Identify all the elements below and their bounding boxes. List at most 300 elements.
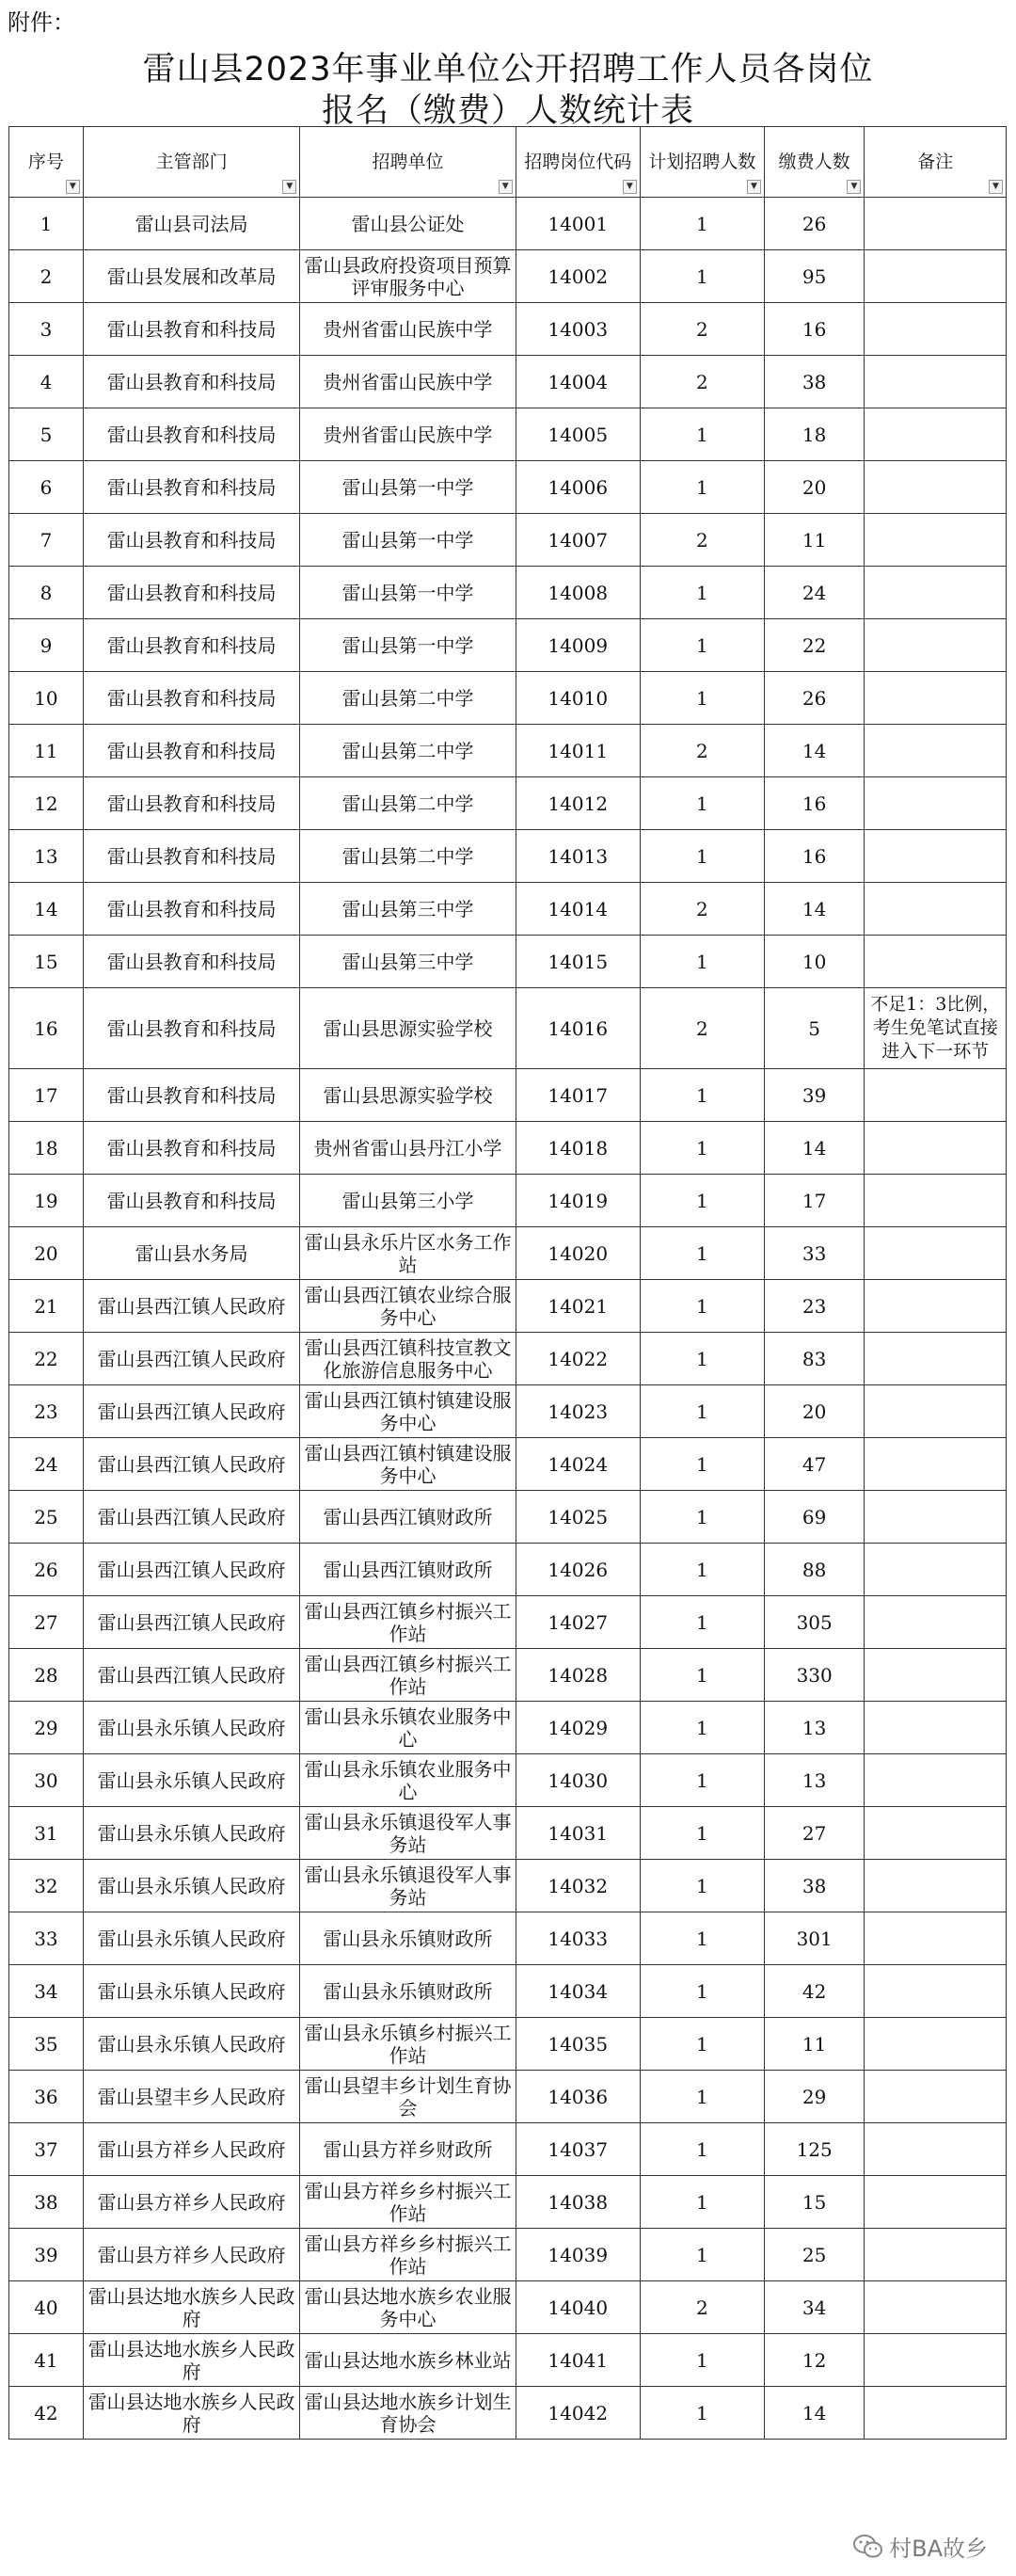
- cell-plan: 2: [640, 2281, 764, 2334]
- cell-paid: 5: [764, 988, 865, 1069]
- table-row: [9, 2071, 1007, 2123]
- header-label: 计划招聘人数: [648, 151, 756, 172]
- cell-unit: 雷山县西江镇村镇建设服务中心: [300, 1438, 516, 1491]
- filter-dropdown-icon[interactable]: ▼: [847, 180, 861, 194]
- cell-code: 14021: [516, 1280, 640, 1333]
- cell-unit: 雷山县第一中学: [300, 567, 516, 619]
- cell-paid: 14: [764, 883, 865, 936]
- cell-code: 14020: [516, 1227, 640, 1280]
- cell-plan: 1: [640, 1122, 764, 1175]
- cell-paid: 13: [764, 1754, 865, 1807]
- table-row: [9, 777, 1007, 830]
- cell-plan: 1: [640, 1333, 764, 1385]
- table-row: [9, 1596, 1007, 1649]
- cell-unit: 贵州省雷山民族中学: [300, 356, 516, 408]
- page-title: 雷山县2023年事业单位公开招聘工作人员各岗位: [142, 51, 874, 88]
- cell-plan: 1: [640, 2123, 764, 2176]
- cell-dept: 雷山县西江镇人民政府: [83, 1491, 299, 1544]
- cell-paid: 14: [764, 2387, 865, 2440]
- cell-seq: 42: [9, 2387, 84, 2440]
- cell-paid: 95: [764, 250, 865, 303]
- table-row: [9, 303, 1007, 356]
- cell-seq: 8: [9, 567, 84, 619]
- cell-code: 14028: [516, 1649, 640, 1702]
- cell-unit: 雷山县第二中学: [300, 725, 516, 777]
- cell-seq: 13: [9, 830, 84, 883]
- cell-paid: 305: [764, 1596, 865, 1649]
- cell-paid: 301: [764, 1912, 865, 1965]
- table-row: [9, 198, 1007, 250]
- cell-paid: 11: [764, 2018, 865, 2071]
- cell-dept: 雷山县西江镇人民政府: [83, 1385, 299, 1438]
- filter-dropdown-icon[interactable]: ▼: [989, 180, 1003, 194]
- cell-dept: 雷山县教育和科技局: [83, 356, 299, 408]
- cell-plan: 1: [640, 1702, 764, 1754]
- cell-unit: 雷山县西江镇农业综合服务中心: [300, 1280, 516, 1333]
- cell-seq: 33: [9, 1912, 84, 1965]
- cell-dept: 雷山县西江镇人民政府: [83, 1649, 299, 1702]
- cell-remark: [865, 672, 1007, 725]
- cell-plan: 1: [640, 1491, 764, 1544]
- table-row: [9, 1965, 1007, 2018]
- cell-remark: [865, 883, 1007, 936]
- cell-seq: 9: [9, 619, 84, 672]
- cell-paid: 22: [764, 619, 865, 672]
- cell-plan: 1: [640, 1544, 764, 1596]
- cell-remark: [865, 1491, 1007, 1544]
- cell-code: 14024: [516, 1438, 640, 1491]
- cell-code: 14019: [516, 1175, 640, 1227]
- cell-remark: [865, 1122, 1007, 1175]
- cell-remark: [865, 461, 1007, 514]
- cell-remark: [865, 830, 1007, 883]
- cell-paid: 83: [764, 1333, 865, 1385]
- cell-code: 14001: [516, 198, 640, 250]
- cell-remark: [865, 2071, 1007, 2123]
- cell-dept: 雷山县永乐镇人民政府: [83, 1702, 299, 1754]
- cell-seq: 21: [9, 1280, 84, 1333]
- header-code: [516, 127, 640, 198]
- cell-seq: 40: [9, 2281, 84, 2334]
- cell-plan: 1: [640, 198, 764, 250]
- cell-seq: 1: [9, 198, 84, 250]
- cell-seq: 38: [9, 2176, 84, 2229]
- cell-dept: 雷山县教育和科技局: [83, 461, 299, 514]
- table-row: [9, 1702, 1007, 1754]
- cell-dept: 雷山县教育和科技局: [83, 777, 299, 830]
- table-row: [9, 619, 1007, 672]
- cell-remark: [865, 619, 1007, 672]
- table-row: [9, 1122, 1007, 1175]
- cell-remark: [865, 725, 1007, 777]
- cell-code: 14023: [516, 1385, 640, 1438]
- table-row: [9, 883, 1007, 936]
- cell-plan: 1: [640, 936, 764, 988]
- table-row: [9, 1491, 1007, 1544]
- cell-plan: 1: [640, 1754, 764, 1807]
- cell-seq: 37: [9, 2123, 84, 2176]
- cell-seq: 32: [9, 1860, 84, 1912]
- cell-dept: 雷山县教育和科技局: [83, 883, 299, 936]
- cell-seq: 30: [9, 1754, 84, 1807]
- cell-unit: 雷山县永乐镇乡村振兴工作站: [300, 2018, 516, 2071]
- cell-paid: 38: [764, 356, 865, 408]
- cell-paid: 20: [764, 1385, 865, 1438]
- cell-unit: 雷山县政府投资项目预算评审服务中心: [300, 250, 516, 303]
- cell-plan: 2: [640, 725, 764, 777]
- cell-dept: 雷山县西江镇人民政府: [83, 1280, 299, 1333]
- cell-code: 14029: [516, 1702, 640, 1754]
- cell-seq: 5: [9, 408, 84, 461]
- cell-plan: 1: [640, 1965, 764, 2018]
- cell-code: 14015: [516, 936, 640, 988]
- header-label: 序号: [27, 151, 64, 172]
- cell-seq: 23: [9, 1385, 84, 1438]
- cell-code: 14042: [516, 2387, 640, 2440]
- cell-remark: [865, 2334, 1007, 2387]
- cell-remark: [865, 2281, 1007, 2334]
- cell-code: 14004: [516, 356, 640, 408]
- cell-dept: 雷山县西江镇人民政府: [83, 1596, 299, 1649]
- cell-paid: 125: [764, 2123, 865, 2176]
- table-row: [9, 2176, 1007, 2229]
- table-row: [9, 408, 1007, 461]
- cell-remark: [865, 1175, 1007, 1227]
- cell-dept: 雷山县达地水族乡人民政府: [83, 2334, 299, 2387]
- cell-unit: 雷山县永乐镇农业服务中心: [300, 1702, 516, 1754]
- cell-remark: [865, 1754, 1007, 1807]
- table-row: [9, 2018, 1007, 2071]
- cell-code: 14026: [516, 1544, 640, 1596]
- cell-code: 14018: [516, 1122, 640, 1175]
- cell-seq: 4: [9, 356, 84, 408]
- cell-seq: 41: [9, 2334, 84, 2387]
- cell-code: 14033: [516, 1912, 640, 1965]
- cell-code: 14025: [516, 1491, 640, 1544]
- cell-code: 14011: [516, 725, 640, 777]
- cell-dept: 雷山县永乐镇人民政府: [83, 1912, 299, 1965]
- cell-plan: 1: [640, 830, 764, 883]
- cell-seq: 26: [9, 1544, 84, 1596]
- cell-paid: 14: [764, 1122, 865, 1175]
- table-row: [9, 1069, 1007, 1122]
- cell-plan: 1: [640, 461, 764, 514]
- cell-unit: 雷山县第一中学: [300, 619, 516, 672]
- cell-code: 14037: [516, 2123, 640, 2176]
- cell-paid: 88: [764, 1544, 865, 1596]
- cell-dept: 雷山县教育和科技局: [83, 514, 299, 567]
- cell-remark: [865, 567, 1007, 619]
- cell-unit: 雷山县达地水族乡计划生育协会: [300, 2387, 516, 2440]
- cell-unit: 雷山县西江镇村镇建设服务中心: [300, 1385, 516, 1438]
- cell-seq: 10: [9, 672, 84, 725]
- cell-plan: 1: [640, 2229, 764, 2281]
- table-row: [9, 250, 1007, 303]
- table-row: [9, 830, 1007, 883]
- cell-code: 14032: [516, 1860, 640, 1912]
- table-row: [9, 1544, 1007, 1596]
- cell-paid: 20: [764, 461, 865, 514]
- cell-seq: 11: [9, 725, 84, 777]
- table-row: [9, 1385, 1007, 1438]
- cell-plan: 2: [640, 303, 764, 356]
- cell-unit: 雷山县方祥乡财政所: [300, 2123, 516, 2176]
- cell-code: 14005: [516, 408, 640, 461]
- cell-code: 14017: [516, 1069, 640, 1122]
- cell-remark: [865, 198, 1007, 250]
- cell-code: 14040: [516, 2281, 640, 2334]
- cell-dept: 雷山县方祥乡人民政府: [83, 2176, 299, 2229]
- cell-remark: [865, 1912, 1007, 1965]
- cell-unit: 雷山县永乐镇农业服务中心: [300, 1754, 516, 1807]
- table-row: [9, 672, 1007, 725]
- cell-code: 14035: [516, 2018, 640, 2071]
- cell-unit: 贵州省雷山民族中学: [300, 408, 516, 461]
- cell-plan: 1: [640, 1438, 764, 1491]
- cell-dept: 雷山县方祥乡人民政府: [83, 2229, 299, 2281]
- cell-unit: 雷山县第三小学: [300, 1175, 516, 1227]
- cell-seq: 31: [9, 1807, 84, 1860]
- table-row: [9, 356, 1007, 408]
- header-label: 招聘单位: [372, 151, 444, 172]
- filter-dropdown-icon[interactable]: ▼: [499, 180, 513, 194]
- header-unit: [300, 127, 516, 198]
- cell-remark: [865, 2387, 1007, 2440]
- cell-unit: 雷山县思源实验学校: [300, 1069, 516, 1122]
- cell-code: 14007: [516, 514, 640, 567]
- cell-code: 14006: [516, 461, 640, 514]
- cell-plan: 1: [640, 1912, 764, 1965]
- cell-remark: [865, 1544, 1007, 1596]
- table-row: [9, 2281, 1007, 2334]
- cell-seq: 22: [9, 1333, 84, 1385]
- cell-code: 14039: [516, 2229, 640, 2281]
- cell-plan: 1: [640, 1649, 764, 1702]
- cell-unit: 雷山县第三中学: [300, 883, 516, 936]
- cell-code: 14030: [516, 1754, 640, 1807]
- cell-dept: 雷山县西江镇人民政府: [83, 1544, 299, 1596]
- cell-seq: 39: [9, 2229, 84, 2281]
- cell-code: 14002: [516, 250, 640, 303]
- cell-plan: 2: [640, 883, 764, 936]
- cell-dept: 雷山县教育和科技局: [83, 672, 299, 725]
- cell-paid: 34: [764, 2281, 865, 2334]
- cell-remark: [865, 514, 1007, 567]
- cell-unit: 雷山县永乐片区水务工作站: [300, 1227, 516, 1280]
- table-row: [9, 936, 1007, 988]
- cell-paid: 24: [764, 567, 865, 619]
- cell-plan: 1: [640, 1069, 764, 1122]
- cell-paid: 42: [764, 1965, 865, 2018]
- cell-paid: 47: [764, 1438, 865, 1491]
- cell-seq: 34: [9, 1965, 84, 2018]
- cell-unit: 雷山县永乐镇财政所: [300, 1912, 516, 1965]
- cell-plan: 1: [640, 2387, 764, 2440]
- header-plan: [640, 127, 764, 198]
- table-row: [9, 461, 1007, 514]
- cell-code: 14022: [516, 1333, 640, 1385]
- cell-code: 14031: [516, 1807, 640, 1860]
- cell-remark: [865, 2123, 1007, 2176]
- cell-unit: 雷山县西江镇科技宣教文化旅游信息服务中心: [300, 1333, 516, 1385]
- cell-paid: 330: [764, 1649, 865, 1702]
- cell-remark: [865, 1385, 1007, 1438]
- header-label: 备注: [917, 151, 954, 172]
- cell-remark: [865, 1333, 1007, 1385]
- cell-plan: 1: [640, 2071, 764, 2123]
- cell-remark: [865, 936, 1007, 988]
- cell-plan: 2: [640, 514, 764, 567]
- cell-paid: 16: [764, 303, 865, 356]
- cell-unit: 雷山县达地水族乡农业服务中心: [300, 2281, 516, 2334]
- header-dept: [83, 127, 299, 198]
- cell-plan: 1: [640, 1807, 764, 1860]
- cell-remark: [865, 1807, 1007, 1860]
- watermark-text: 村BA故乡: [889, 2536, 988, 2562]
- cell-dept: 雷山县教育和科技局: [83, 988, 299, 1069]
- cell-seq: 6: [9, 461, 84, 514]
- cell-remark: [865, 1702, 1007, 1754]
- cell-paid: 26: [764, 672, 865, 725]
- cell-code: 14010: [516, 672, 640, 725]
- cell-remark: [865, 2176, 1007, 2229]
- cell-dept: 雷山县永乐镇人民政府: [83, 1754, 299, 1807]
- cell-plan: 1: [640, 408, 764, 461]
- cell-code: 14036: [516, 2071, 640, 2123]
- table-row: [9, 1175, 1007, 1227]
- cell-plan: 1: [640, 1227, 764, 1280]
- cell-seq: 12: [9, 777, 84, 830]
- cell-seq: 7: [9, 514, 84, 567]
- cell-dept: 雷山县教育和科技局: [83, 936, 299, 988]
- cell-seq: 16: [9, 988, 84, 1069]
- cell-unit: 贵州省雷山民族中学: [300, 303, 516, 356]
- cell-remark: 不足1：3比例，考生免笔试直接进入下一环节: [865, 988, 1007, 1069]
- cell-unit: 雷山县西江镇财政所: [300, 1544, 516, 1596]
- cell-paid: 33: [764, 1227, 865, 1280]
- cell-dept: 雷山县教育和科技局: [83, 619, 299, 672]
- cell-remark: [865, 303, 1007, 356]
- cell-plan: 1: [640, 1385, 764, 1438]
- cell-plan: 1: [640, 2334, 764, 2387]
- cell-plan: 1: [640, 1860, 764, 1912]
- cell-remark: [865, 1596, 1007, 1649]
- cell-unit: 雷山县第二中学: [300, 672, 516, 725]
- table-row: [9, 1807, 1007, 1860]
- cell-seq: 19: [9, 1175, 84, 1227]
- cell-paid: 27: [764, 1807, 865, 1860]
- cell-code: 14016: [516, 988, 640, 1069]
- cell-code: 14008: [516, 567, 640, 619]
- table-row: [9, 725, 1007, 777]
- cell-remark: [865, 2018, 1007, 2071]
- cell-remark: [865, 356, 1007, 408]
- cell-paid: 69: [764, 1491, 865, 1544]
- statistics-table: [8, 126, 1007, 2440]
- cell-paid: 11: [764, 514, 865, 567]
- cell-dept: 雷山县西江镇人民政府: [83, 1333, 299, 1385]
- table-row: [9, 1227, 1007, 1280]
- cell-plan: 2: [640, 988, 764, 1069]
- cell-dept: 雷山县司法局: [83, 198, 299, 250]
- cell-code: 14003: [516, 303, 640, 356]
- cell-dept: 雷山县达地水族乡人民政府: [83, 2281, 299, 2334]
- cell-paid: 10: [764, 936, 865, 988]
- cell-unit: 雷山县达地水族乡林业站: [300, 2334, 516, 2387]
- cell-plan: 2: [640, 356, 764, 408]
- cell-unit: 雷山县方祥乡乡村振兴工作站: [300, 2176, 516, 2229]
- cell-plan: 1: [640, 250, 764, 303]
- header-label: 缴费人数: [778, 151, 850, 172]
- cell-plan: 1: [640, 567, 764, 619]
- cell-remark: [865, 1965, 1007, 2018]
- watermark: [853, 2530, 988, 2563]
- cell-code: 14013: [516, 830, 640, 883]
- cell-plan: 1: [640, 1596, 764, 1649]
- cell-seq: 3: [9, 303, 84, 356]
- cell-paid: 16: [764, 777, 865, 830]
- cell-seq: 20: [9, 1227, 84, 1280]
- header-remark: [865, 127, 1007, 198]
- table-row: [9, 1280, 1007, 1333]
- attachment-label: 附件：: [8, 9, 75, 36]
- cell-unit: 雷山县永乐镇财政所: [300, 1965, 516, 2018]
- filter-dropdown-icon[interactable]: ▼: [66, 180, 80, 194]
- cell-remark: [865, 1438, 1007, 1491]
- cell-unit: 雷山县永乐镇退役军人事务站: [300, 1807, 516, 1860]
- cell-plan: 1: [640, 1175, 764, 1227]
- cell-remark: [865, 1860, 1007, 1912]
- cell-unit: 雷山县思源实验学校: [300, 988, 516, 1069]
- page-subtitle: 报名（缴费）人数统计表: [321, 92, 694, 130]
- cell-code: 14041: [516, 2334, 640, 2387]
- cell-seq: 18: [9, 1122, 84, 1175]
- cell-dept: 雷山县教育和科技局: [83, 567, 299, 619]
- cell-dept: 雷山县永乐镇人民政府: [83, 1807, 299, 1860]
- cell-unit: 雷山县第三中学: [300, 936, 516, 988]
- cell-seq: 2: [9, 250, 84, 303]
- cell-seq: 27: [9, 1596, 84, 1649]
- cell-remark: [865, 1227, 1007, 1280]
- filter-dropdown-icon[interactable]: ▼: [747, 180, 761, 194]
- cell-unit: 雷山县公证处: [300, 198, 516, 250]
- table-row: [9, 2229, 1007, 2281]
- table-row: [9, 1912, 1007, 1965]
- header-seq: [9, 127, 84, 198]
- cell-remark: [865, 1069, 1007, 1122]
- cell-unit: 贵州省雷山县丹江小学: [300, 1122, 516, 1175]
- cell-paid: 38: [764, 1860, 865, 1912]
- cell-seq: 15: [9, 936, 84, 988]
- cell-plan: 1: [640, 2176, 764, 2229]
- filter-dropdown-icon[interactable]: ▼: [623, 180, 637, 194]
- table-row: [9, 2334, 1007, 2387]
- header-row: [9, 127, 1007, 198]
- cell-paid: 23: [764, 1280, 865, 1333]
- cell-dept: 雷山县水务局: [83, 1227, 299, 1280]
- cell-unit: 雷山县西江镇乡村振兴工作站: [300, 1596, 516, 1649]
- cell-seq: 29: [9, 1702, 84, 1754]
- filter-dropdown-icon[interactable]: ▼: [282, 180, 296, 194]
- cell-paid: 13: [764, 1702, 865, 1754]
- header-label: 招聘岗位代码: [524, 151, 632, 172]
- cell-dept: 雷山县教育和科技局: [83, 408, 299, 461]
- wechat-icon: [853, 2534, 883, 2560]
- cell-unit: 雷山县西江镇乡村振兴工作站: [300, 1649, 516, 1702]
- table-row: [9, 2387, 1007, 2440]
- cell-plan: 1: [640, 2018, 764, 2071]
- table-row: [9, 1438, 1007, 1491]
